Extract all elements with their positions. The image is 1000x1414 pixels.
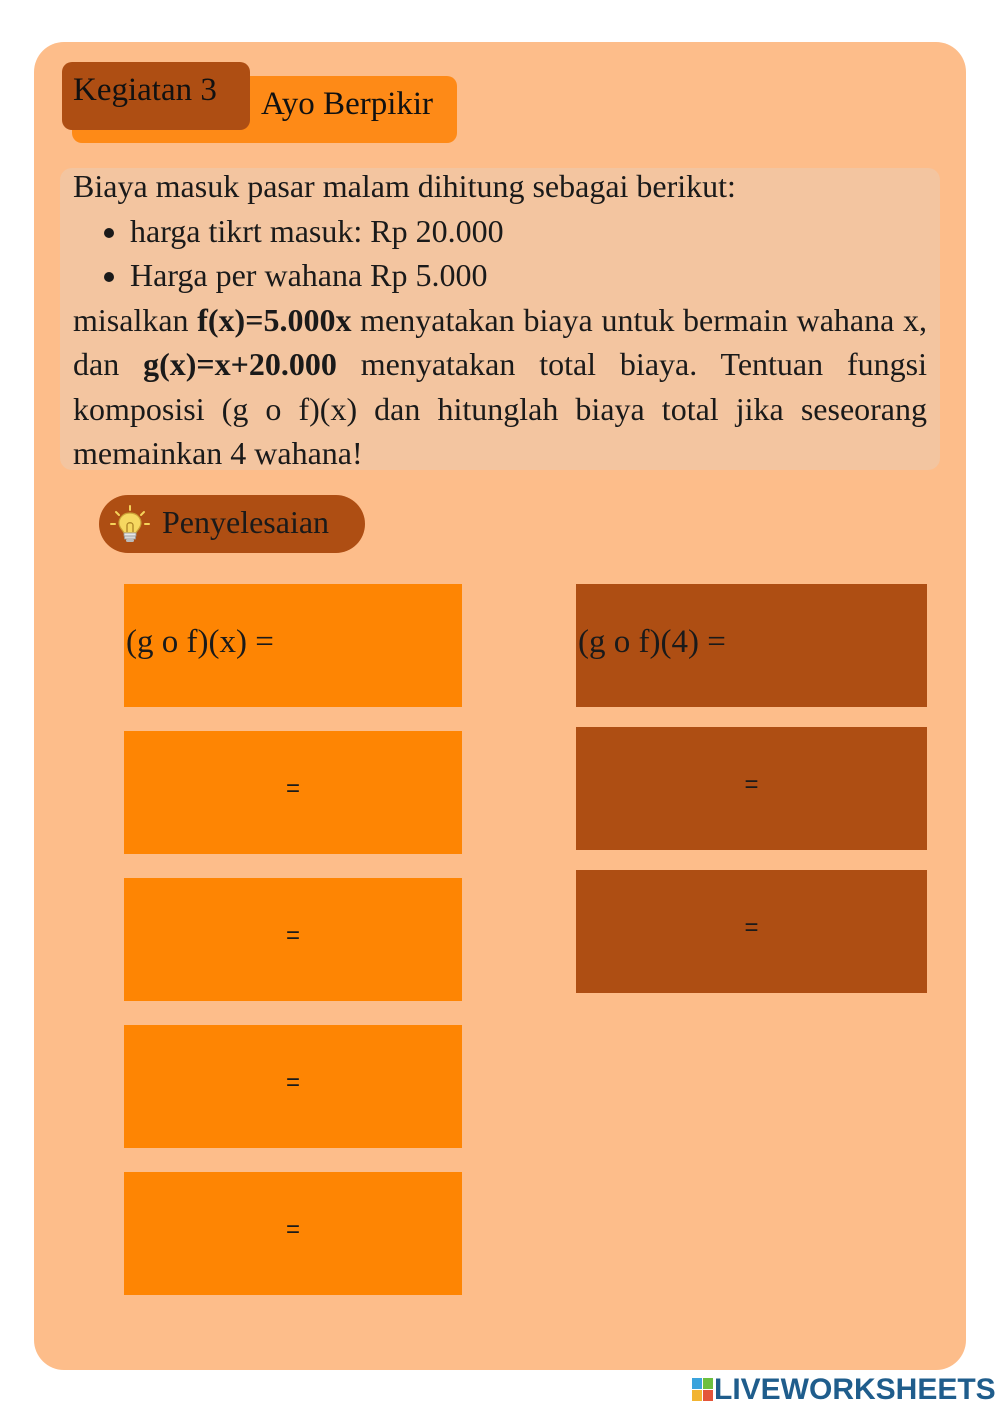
bullet-ride-price: • Harga per wahana Rp 5.000 [130,253,927,298]
problem-paragraph [73,298,927,476]
answer-box-left-5[interactable] [124,1172,462,1295]
lightbulb-icon [109,504,151,546]
answer-box-right-3[interactable] [576,870,927,993]
liveworksheets-footer [692,1373,996,1407]
equals-sign: = [285,1069,300,1096]
equals-sign: = [285,1216,300,1243]
paragraph-text-2: menyatakan biaya untuk bermain wahana x, dan [73,301,927,382]
paragraph-text-3: menyatakan total biaya. Tentuan fungsi komposisi (g o f)(x) dan hitunglah biaya total jika seseorang memainkan 4 wahana! [73,346,928,471]
equals-sign: = [285,775,300,802]
expression-gof-x: (g o f)(x) = [126,624,274,660]
liveworksheets-logo-icon [692,1378,714,1402]
answer-box-right-1[interactable] [576,584,927,707]
answer-box-left-3[interactable] [124,878,462,1001]
function-f-definition: f(x)=5.000x [197,301,352,338]
answer-box-left-2[interactable] [124,731,462,854]
paragraph-text-1: misalkan [73,301,198,338]
bullet-ticket-price: • harga tikrt masuk: Rp 20.000 [130,209,927,254]
brand-name: LIVEWORKSHEETS [714,1373,996,1406]
function-g-definition: g(x)=x+20.000 [143,346,337,382]
answer-box-left-1[interactable] [124,584,462,707]
problem-intro: Biaya masuk pasar malam dihitung sebagai berikut: [73,168,736,204]
activity-title-label: Ayo Berpikir [261,86,434,122]
solution-label: Penyelesaian [162,504,330,540]
answer-box-right-2[interactable] [576,727,927,850]
expression-gof-4: (g o f)(4) = [578,624,726,660]
problem-text [73,164,927,476]
equals-sign: = [744,914,759,941]
problem-bullets [73,209,927,298]
equals-sign: = [285,922,300,949]
activity-number-label: Kegiatan 3 [73,72,217,108]
answer-box-left-4[interactable] [124,1025,462,1148]
equals-sign: = [744,771,759,798]
